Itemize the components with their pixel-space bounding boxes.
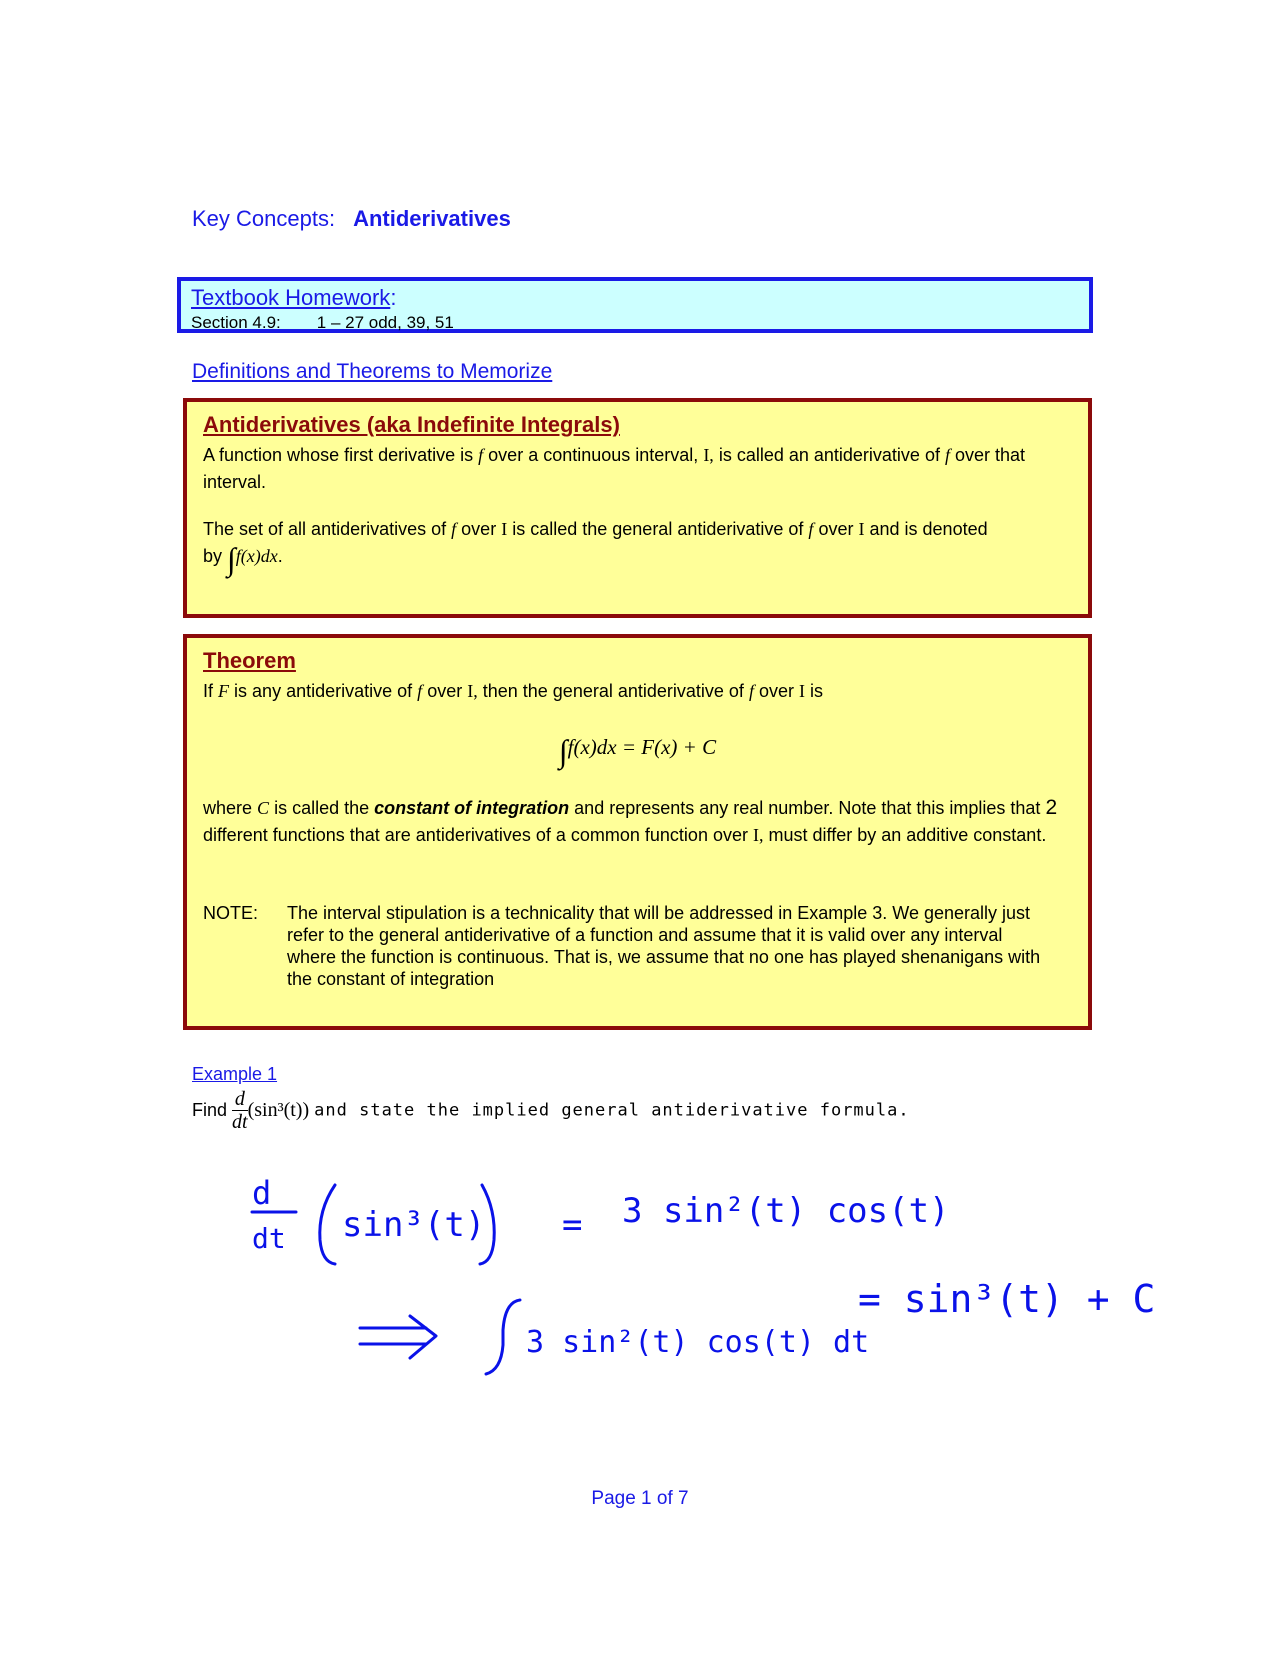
text: over that interval. xyxy=(203,445,1026,492)
math-I: I xyxy=(858,519,865,539)
text: and represents any real number. Note that this implies that xyxy=(574,798,1041,818)
text: . xyxy=(277,546,283,566)
text: over xyxy=(818,519,854,539)
example-expression: (sin³(t)) xyxy=(247,1099,310,1121)
homework-title-text: Textbook Homework xyxy=(191,285,391,310)
hand-d: d xyxy=(252,1174,272,1212)
note-label: NOTE: xyxy=(203,903,259,923)
hand-dt: dt xyxy=(252,1222,286,1255)
integral-sign-icon: ∫ xyxy=(558,733,568,769)
math-F: F xyxy=(218,681,230,701)
homework-section: Section 4.9: xyxy=(191,313,281,332)
note-text: The interval stipulation is a technicality that will be addressed in Example 3. We generally just refer to the general antiderivative of a function and assume that it is valid over any interval where the function is continuous. That is, we assume that no one has played shenanigans with the constant of integration xyxy=(287,903,1041,989)
example-label: Example 1 xyxy=(192,1064,278,1084)
hand-line2-rhs: = sin³(t) + C xyxy=(858,1277,1156,1321)
math-I: I, xyxy=(703,445,714,465)
math-I: I, xyxy=(467,681,478,701)
page-number: Page 1 of 7 xyxy=(591,1488,689,1509)
text: by xyxy=(203,546,223,566)
text: where xyxy=(203,798,253,818)
hand-equals: = xyxy=(562,1205,583,1245)
topic-title: Antiderivatives xyxy=(353,206,511,231)
math-I: I xyxy=(799,681,805,701)
math-f: f xyxy=(417,681,423,701)
integral-sign-icon xyxy=(486,1300,520,1374)
math-I: I, xyxy=(752,825,764,845)
implies-arrow-icon xyxy=(360,1316,436,1358)
hand-line1-rhs: 3 sin²(t) cos(t) xyxy=(622,1191,950,1231)
text: and state the implied general antiderivative formula. xyxy=(314,1100,910,1121)
hand-line1-lhs: sin³(t) xyxy=(342,1205,486,1245)
math-f: f xyxy=(478,445,484,465)
text: is called the xyxy=(274,798,370,818)
text: over xyxy=(758,681,794,701)
hand-integrand: 3 sin²(t) cos(t) dt xyxy=(526,1325,870,1360)
frac-numerator: d xyxy=(232,1088,248,1111)
math-f: f xyxy=(748,681,754,701)
text: is called an antiderivative of xyxy=(718,445,940,465)
antiderivatives-title: Antiderivatives (aka Indefinite Integrals) xyxy=(203,412,620,437)
homework-problems: 1 – 27 odd, 39, 51 xyxy=(316,313,454,332)
integral-expression: f(x)dx xyxy=(235,546,278,566)
math-C: C xyxy=(257,798,270,818)
text: The set of all antiderivatives of xyxy=(203,519,447,539)
number-two: 2 xyxy=(1045,796,1058,819)
text: is called the general antiderivative of xyxy=(512,519,804,539)
text: A function whose first derivative is xyxy=(203,445,474,465)
math-f: f xyxy=(944,445,950,465)
text: is any antiderivative of xyxy=(234,681,413,701)
formula-expression: f(x)dx = F(x) + C xyxy=(567,735,717,759)
frac-denominator: dt xyxy=(232,1111,248,1133)
text: Find xyxy=(192,1100,228,1120)
integral-sign-icon: ∫ xyxy=(227,541,236,577)
text: must differ by an additive constant. xyxy=(768,825,1047,845)
text: different functions that are antiderivatives of a common function over xyxy=(203,825,748,845)
math-f: f xyxy=(808,519,814,539)
text: and is denoted xyxy=(869,519,988,539)
math-f: f xyxy=(451,519,457,539)
key-concepts-label: Key Concepts: xyxy=(192,206,336,231)
text: If xyxy=(203,681,214,701)
text: over xyxy=(461,519,497,539)
text: then the general antiderivative of xyxy=(482,681,744,701)
left-bracket-stroke xyxy=(320,1185,335,1264)
math-I: I xyxy=(501,519,508,539)
homework-title-colon: : xyxy=(390,285,397,310)
text: over xyxy=(427,681,463,701)
text: over a continuous interval, xyxy=(488,445,699,465)
definitions-heading: Definitions and Theorems to Memorize xyxy=(192,360,553,383)
constant-of-integration-term: constant of integration xyxy=(374,798,570,818)
text: is xyxy=(810,681,824,701)
theorem-title: Theorem xyxy=(203,648,296,673)
